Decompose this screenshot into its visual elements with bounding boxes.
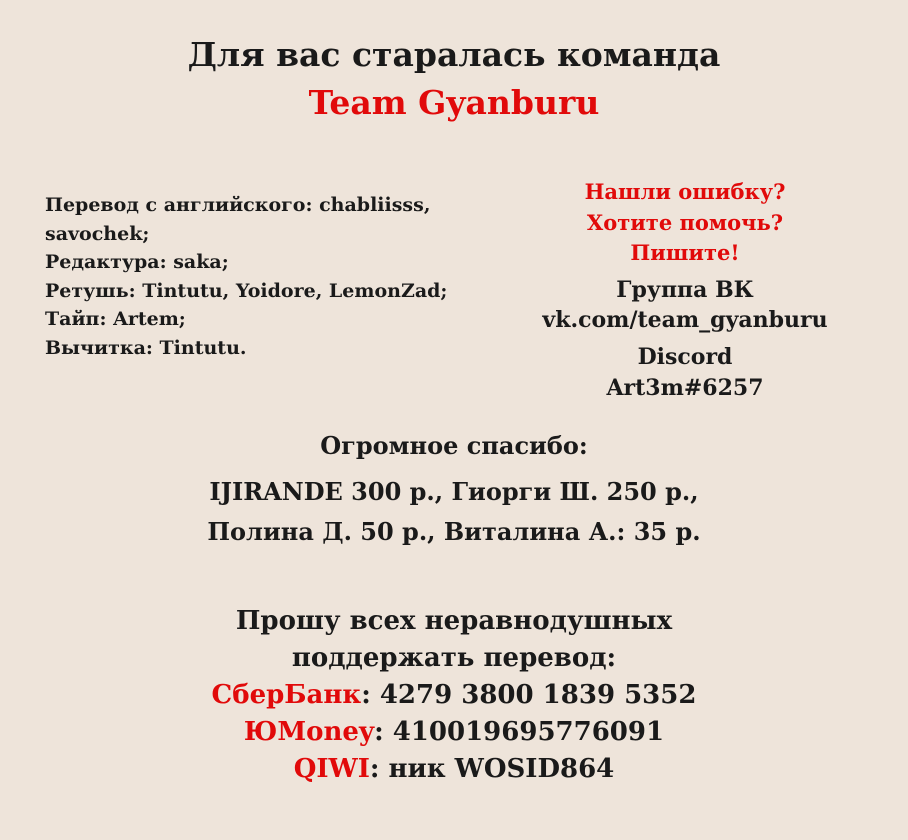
found-error-text: Нашли ошибку? xyxy=(584,179,786,204)
credit-line: Вычитка: Tintutu. xyxy=(45,336,247,359)
payment-qiwi xyxy=(0,751,908,788)
page-title: Для вас старалась команда xyxy=(187,35,721,74)
payment-value: : ник WOSID864 xyxy=(369,754,615,784)
credit-line: Перевод с английского: chabliisss, xyxy=(45,194,431,216)
support-request-line: Прошу всех неравнодушных xyxy=(235,606,673,636)
donor-line: Полина Д. 50 р., Виталина А.: 35 р. xyxy=(207,517,701,546)
payment-value: : 4279 3800 1839 5352 xyxy=(361,680,697,710)
support-section xyxy=(0,603,908,788)
vk-contact xyxy=(535,275,835,335)
credit-line: Ретушь: Tintutu, Yoidore, LemonZad; xyxy=(45,279,448,302)
support-request-line: поддержать перевод: xyxy=(291,643,617,673)
credit-line: savochek; xyxy=(45,222,150,245)
thanks-heading: Огромное спасибо: xyxy=(320,431,588,460)
write-us-text: Пишите! xyxy=(630,240,740,265)
header xyxy=(0,31,908,127)
payment-label: QIWI xyxy=(293,754,370,784)
thanks-section xyxy=(0,426,908,552)
vk-url: vk.com/team_gyanburu xyxy=(542,307,828,333)
team-name: Team Gyanburu xyxy=(308,83,600,122)
credit-line: Редактура: saka; xyxy=(45,251,229,274)
feedback-prompt xyxy=(535,177,835,269)
payment-sberbank xyxy=(0,677,908,714)
payment-value: : 410019695776091 xyxy=(374,717,665,747)
discord-handle: Art3m#6257 xyxy=(606,375,764,401)
donor-line: IJIRANDE 300 р., Гиорги Ш. 250 р., xyxy=(209,477,699,506)
vk-label: Группа ВК xyxy=(616,277,754,303)
want-help-text: Хотите помочь? xyxy=(586,209,784,235)
credit-line: Тайп: Artem; xyxy=(45,308,186,331)
payment-label: ЮMoney xyxy=(243,717,375,747)
discord-label: Discord xyxy=(637,344,733,370)
payment-yumoney xyxy=(0,714,908,751)
payment-label: СберБанк xyxy=(211,680,362,710)
discord-contact xyxy=(535,342,835,404)
credits-list xyxy=(45,191,515,363)
